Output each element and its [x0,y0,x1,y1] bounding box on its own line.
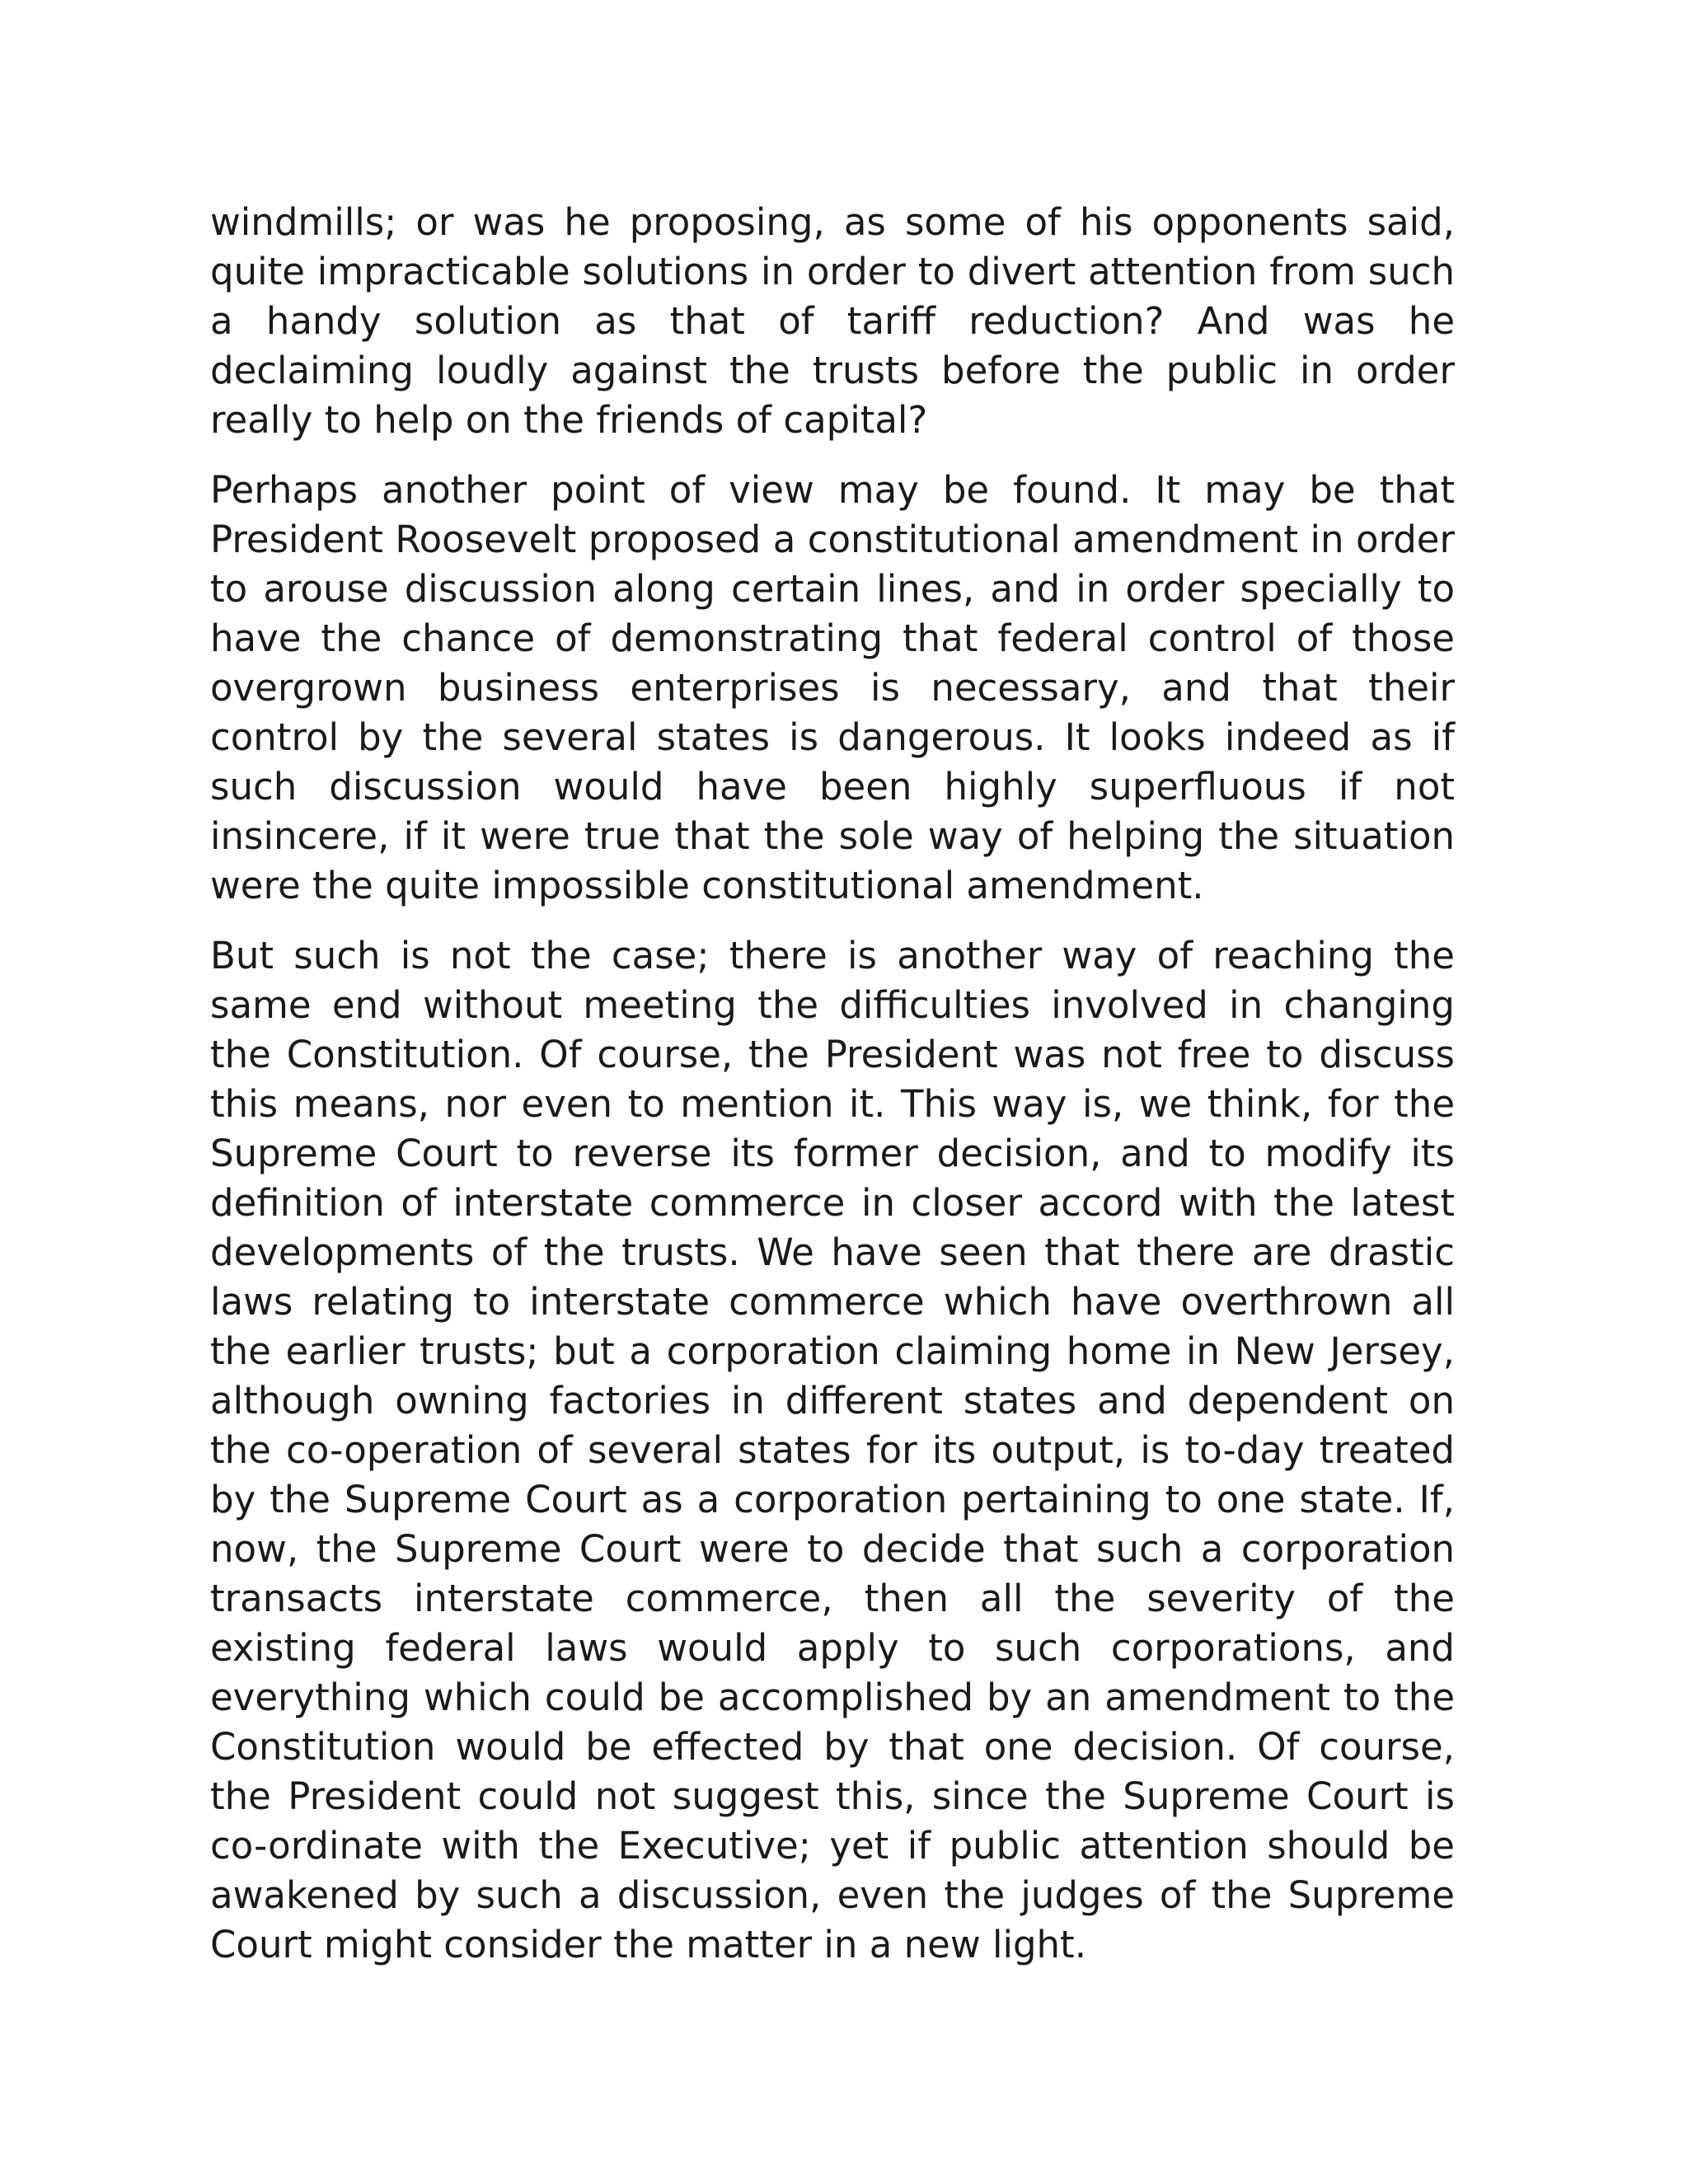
paragraph-windmills: windmills; or was he proposing, as some of his opponents said, quite impracticable solutions in order to divert attention from such a handy solution as that of tariff reduction? And was he declaiming loudly against the trusts before the public in order really to help on the friends of capital? [210,200,1455,442]
paragraph-another-point-of-view: Perhaps another point of view may be found. It may be that President Roosevelt proposed a constitutional amendment in order to arouse discussion along certain lines, and in order specially to have the chance of demonstrating that federal control of those overgrown business enterprises is necessary, and that their control by the several states is dangerous. It looks indeed as if such discussion would have been highly superfluous if not insincere, if it were true that the sole way of helping the situation were the quite impossible constitutional amendment. [210,468,1455,907]
paragraph-supreme-court: But such is not the case; there is another way of reaching the same end without meeting the difficulties involved in changing the Constitution. Of course, the President was not free to discuss this means, nor even to mention it. This way is, we think, for the Supreme Court to reverse its former decision, and to modify its definition of interstate commerce in closer accord with the latest developments of the trusts. We have seen that there are drastic laws relating to interstate commerce which have overthrown all the earlier trusts; but a corporation claiming home in New Jersey, although owning factories in different states and dependent on the co-operation of several states for its output, is to-day treated by the Supreme Court as a corporation pertaining to one state. If, now, the Supreme Court were to decide that such a corporation transacts interstate commerce, then all the severity of the existing federal laws would apply to such corporations, and everything which could be accomplished by an amendment to the Constitution would be effected by that one decision. Of course, the President could not suggest this, since the Supreme Court is co-ordinate with the Executive; yet if public attention should be awakened by such a discussion, even the judges of the Supreme Court might consider the matter in a new light. [210,934,1455,1966]
document-page [210,198,1455,1990]
